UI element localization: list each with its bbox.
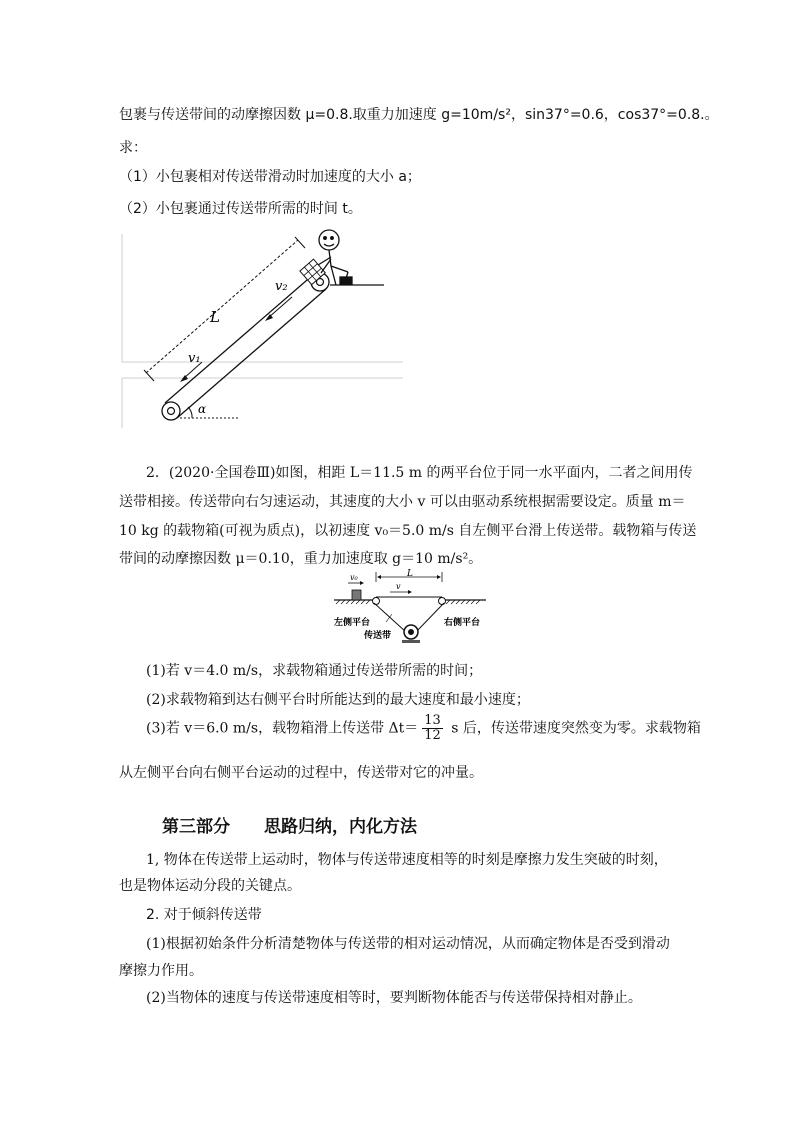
problem2-question-3-line2: 从左侧平台向右侧平台运动的过程中，传送带对它的冲量。 [119,765,483,781]
problem1-line1: 包裹与传送带间的动摩擦因数 μ=0.8.取重力加速度 g=10m/s²，sin37°=0.6，cos37°=0.8.。 [119,107,719,123]
fraction-denominator: 12 [424,728,441,743]
problem1-question-1: （1）小包裹相对传送带滑动时加速度的大小 a； [119,169,421,185]
length-L-label: L [210,308,220,326]
v2-label: v₂ [275,279,288,294]
problem2-line4: 带间的动摩擦因数 μ＝0.10，重力加速度取 g＝10 m/s²。 [119,551,483,567]
inclined-conveyor-figure [118,228,408,432]
part3-point1-line1: 1, 物体在传送带上运动时，物体与传送带速度相等的时刻是摩擦力发生突破的时刻， [146,852,668,868]
problem1-question-2: （2）小包裹通过传送带所需的时间 t。 [119,201,362,217]
problem2-line1: 2．(2020·全国卷Ⅲ)如图，相距 L＝11.5 m 的两平台位于同一水平面内，二者之间用传 [146,465,693,481]
horizontal-conveyor-figure [330,568,490,654]
right-platform-label: 右侧平台 [444,618,481,628]
part3-point3-line1: (1)根据初始条件分析清楚物体与传送带的相对运动情况，从而确定物体是否受到滑动 [146,936,670,952]
delta-t-fraction [422,714,443,743]
alpha-label: α [198,402,207,416]
problem2-line3: 10 kg 的载物箱(可视为质点)，以初速度 v₀＝5.0 m/s 自左侧平台滑上传送带。载物箱与传送 [119,523,697,539]
part3-point4: (2)当物体的速度与传送带速度相等时，要判断物体能否与传送带保持相对静止。 [146,990,642,1006]
question-3-suffix: s 后，传送带速度突然变为零。求载物箱 [446,720,701,737]
problem2-question-3 [146,714,701,743]
v1-label: v₁ [188,351,201,366]
problem2-question-2: (2)求载物箱到达右侧平台时所能达到的最大速度和最小速度； [146,692,530,708]
v-label: v [396,582,401,591]
left-platform-label: 左侧平台 [334,618,371,628]
section-heading: 第三部分 思路归纳，内化方法 [162,817,417,837]
problem1-line2: 求： [119,140,147,156]
v0-label: v₀ [350,573,358,582]
question-3-prefix: (3)若 v＝6.0 m/s，载物箱滑上传送带 Δt＝ [146,720,419,737]
part3-point3-line2: 摩擦力作用。 [119,963,203,979]
cargo-box [352,590,361,600]
belt-label: 传送带 [364,631,392,641]
part3-point1-line2: 也是物体运动分段的关键点。 [119,878,301,894]
part3-point2: 2. 对于倾斜传送带 [146,907,262,923]
problem2-line2: 送带相接。传送带向右匀速运动，其速度的大小 v 可以由驱动系统根据需要设定。质量 m＝ [119,494,686,510]
problem2-question-1: (1)若 v＝4.0 m/s，求载物箱通过传送带所需的时间； [146,663,483,679]
length-L-label: L [407,569,413,579]
fraction-numerator: 13 [424,713,441,728]
